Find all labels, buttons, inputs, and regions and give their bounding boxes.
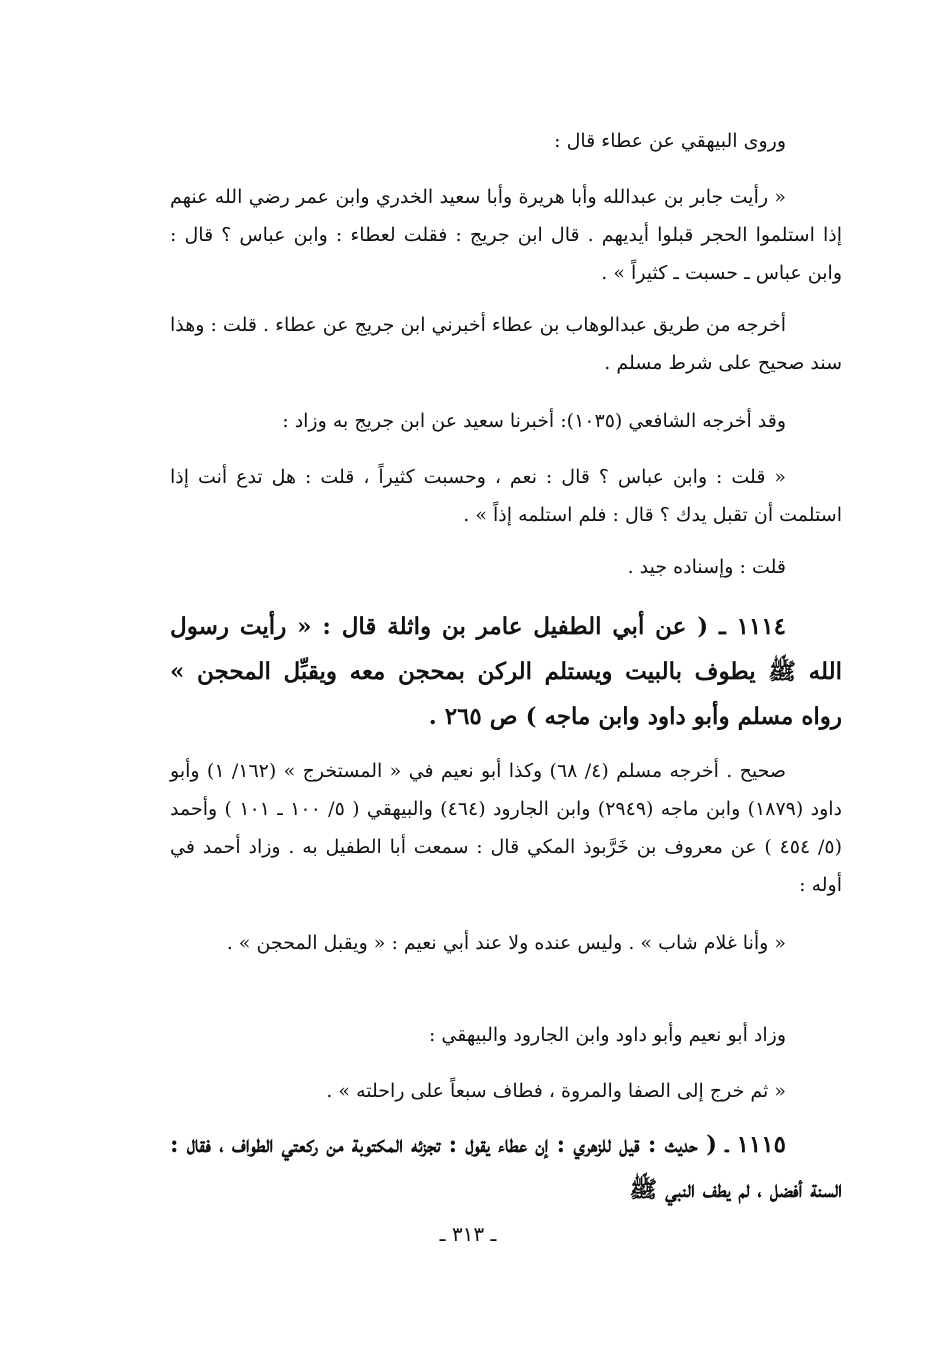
- paragraph-quote-jabir: « رأيت جابر بن عبدالله وأبا هريرة وأبا سعيد الخدري وابن عمر رضي الله عنهم إذا استلموا الحجر قبلوا أيديهم . قال ابن جريج : فقلت لعطاء : وابن عباس ؟ قال : وابن عباس ـ حسبت ـ كثيراً » .: [170, 186, 842, 284]
- paragraph-quote-safa: « ثم خرج إلى الصفا والمروة ، فطاف سبعاً على راحلته » .: [326, 1080, 786, 1102]
- paragraph-shafii: وقد أخرجه الشافعي (١٠٣٥): أخبرنا سعيد عن ابن جريج به وزاد :: [282, 410, 786, 432]
- hadith-1114: [170, 604, 842, 739]
- paragraph-quote-ibn-abbas: « قلت : وابن عباس ؟ قال : نعم ، وحسبت كثيراً ، قلت : هل تدع أنت إذا استلمت أن تقبل يدك ؟ قال : فلم استلمه إذاً » .: [170, 466, 842, 526]
- hadith-number-1115: ١١١٥: [736, 1131, 786, 1158]
- paragraph-intro: وروى البيهقي عن عطاء قال :: [554, 130, 786, 152]
- paragraph-sahih-takhrij: صحيح . أخرجه مسلم (٤/ ٦٨) وكذا أبو نعيم في « المستخرج » (١٦٢/ ١) وأبو داود (١٨٧٩) وابن ماجه (٢٩٤٩) وابن الجارود (٤٦٤) والبيهقي ( ٥/ ١٠٠ ـ ١٠١ ) وأحمد (٥/ ٤٥٤ ) عن معروف بن خَرَّبوذ المكي قال : سمعت أبا الطفيل به . وزاد أحمد في أوله :: [170, 760, 842, 896]
- hadith-1115: [170, 1122, 842, 1212]
- paragraph-isnad-note: قلت : وإسناده جيد .: [627, 556, 786, 578]
- hadith-number-1114: ١١١٤: [736, 613, 786, 640]
- hadith-1114-text: ـ ( عن أبي الطفيل عامر بن واثلة قال : « رأيت رسول الله ﷺ يطوف بالبيت ويستلم الركن بمحجن معه ويقبِّل المحجن » رواه مسلم وأبو داود وابن ماجه ) ص ٢٦٥ .: [170, 613, 842, 730]
- hadith-1115-text: ـ ( حديث : قيل للزهري : إن عطاء يقول : تجزئه المكتوبة من ركعتي الطواف ، فقال : السنة أفضل ، لم يطف النبي ﷺ: [170, 1131, 842, 1203]
- paragraph-takhrij-1: أخرجه من طريق عبدالوهاب بن عطاء أخبرني ابن جريج عن عطاء . قلت : وهذا سند صحيح على شرط مسلم .: [170, 314, 842, 374]
- paragraph-addition-ahmad: « وأنا غلام شاب » . وليس عنده ولا عند أبي نعيم : « ويقبل المحجن » .: [226, 932, 786, 954]
- paragraph-addition-abu-nuaim: وزاد أبو نعيم وأبو داود وابن الجارود والبيهقي :: [428, 1024, 786, 1046]
- page-number: ـ ٣١٣ ـ: [439, 1222, 497, 1246]
